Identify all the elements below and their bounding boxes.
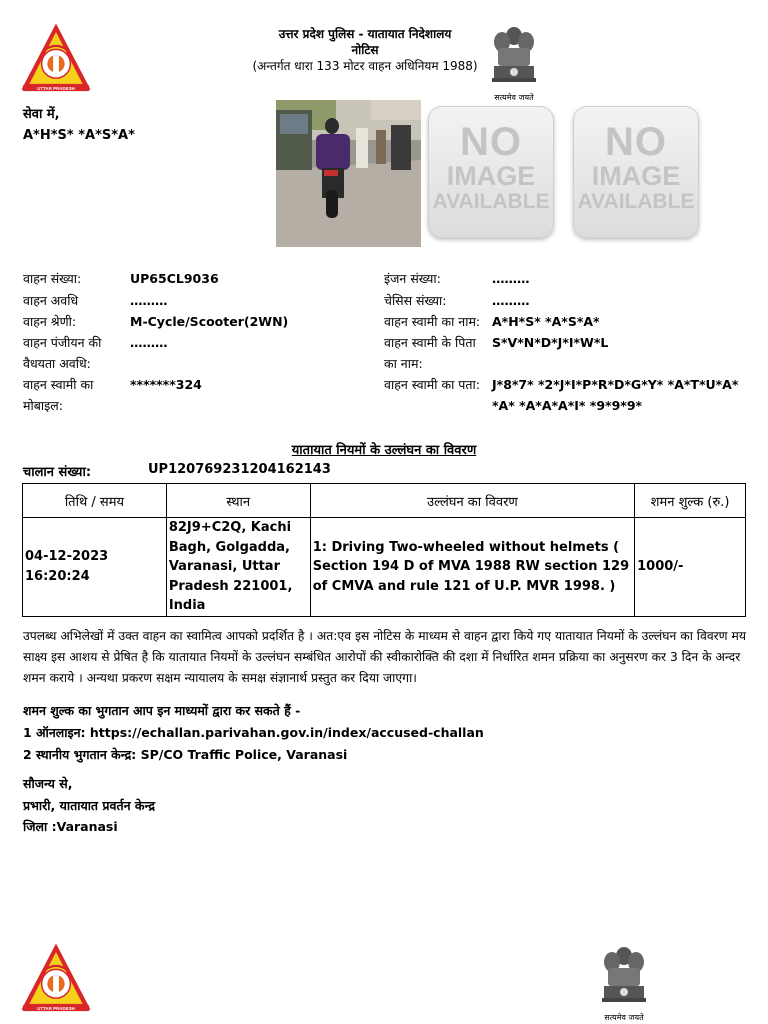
signature-block [23, 773, 155, 838]
payment-online-link[interactable]: 1 ऑनलाइन: https://echallan.parivahan.gov.in/index/accused-challan [23, 725, 484, 740]
street-photo-image [276, 100, 421, 247]
vehicle-number-label: वाहन संख्या: [23, 271, 82, 286]
owner-name-label: वाहन स्वामी का नाम: [384, 314, 481, 329]
owner-address-value: J*8*7* *2*J*I*P*R*D*G*Y* *A*T*U*A* [492, 377, 739, 392]
footer-national-emblem [594, 942, 654, 1023]
violation-place: 82J9+C2Q, Kachi Bagh, Golgadda, Varanasi, Uttar Pradesh 221001, India [166, 518, 310, 617]
logo-bottom-text: UTTAR PRADESH [37, 86, 75, 92]
notice-paragraph: उपलब्ध अभिलेखों में उक्त वाहन का स्वामित्व आपको प्रदर्शित है । अत:एव इस नोटिस के माध्यम से वाहन द्वारा किये गए यातायात नियमों के उल्लंघन का विवरण मय साक्ष्य इस आशय से प्रेषित है कि यातायात नियमों के उल्लंघन सम्बंधित आरोपों की स्वीकारोक्ति की दशा में निर्धारित शमन प्रक्रिया का अनुसरण कर 3 दिन के अन्दर शमन कराये । अन्यथा प्रकरण सक्षम न्यायालय के समक्ष संज्ञानार्थ प्रस्तुत कर दिया जाएगा। [23, 629, 746, 685]
challan-number-value: UP120769231204162143 [148, 462, 331, 477]
owner-father-label: वाहन स्वामी के पिता [384, 335, 476, 350]
evidence-no-image-2: NO IMAGE AVAILABLE [573, 106, 699, 238]
evidence-photo[interactable] [276, 100, 421, 247]
vehicle-period-label: वाहन अवधि [23, 293, 79, 308]
header-fine: शमन शुल्क (रु.) [635, 484, 746, 518]
ashoka-emblem-icon [488, 22, 540, 88]
owner-mobile-label-2: मोबाइल: [23, 398, 63, 413]
emblem-caption: सत्यमेव जयते [494, 93, 534, 102]
registration-validity-value: ……… [130, 335, 168, 350]
registration-validity-label: वाहन पंजीयन की [23, 335, 102, 350]
challan-number-label: चालान संख्या: [23, 465, 92, 480]
violation-section-title: यातायात नियमों के उल्लंघन का विवरण [291, 443, 477, 458]
header-description: उल्लंघन का विवरण [310, 484, 634, 518]
violation-description: 1: Driving Two-wheeled without helmets ( Section 194 D of MVA 1988 RW section 129 of CMVA and rule 121 of U.P. MVR 1998. ) [310, 518, 634, 617]
header-line-1: उत्तर प्रदेश पुलिस - यातायात निदेशालय [278, 27, 452, 41]
chassis-number-value: ……… [492, 293, 530, 308]
payment-local-center: 2 स्थानीय भुगतान केन्द्र: SP/CO Traffic Police, Varanasi [23, 747, 348, 762]
salutation: सेवा में, [23, 107, 60, 122]
vehicle-period-value: ……… [130, 293, 168, 308]
header-datetime: तिथि / समय [23, 484, 167, 518]
owner-name-value: A*H*S* *A*S*A* [492, 314, 600, 329]
header-line-3: (अन्तर्गत धारा 133 मोटर वाहन अधिनियम 1988) [252, 59, 478, 73]
registration-validity-label-2: वैधयता अवधि: [23, 356, 91, 371]
emblem-caption: सत्यमेव जयते [604, 1013, 644, 1022]
violation-table [22, 483, 746, 617]
chassis-number-label: चेसिस संख्या: [384, 293, 447, 308]
owner-mobile-label: वाहन स्वामी का [23, 377, 94, 392]
violation-table-header [23, 484, 746, 518]
owner-address-value-2: *A* *A*A*A*I* *9*9*9* [492, 398, 643, 413]
header-line-2: नोटिस [351, 43, 379, 57]
violation-date: 04-12-2023 [25, 549, 109, 565]
evidence-no-image-1: NO IMAGE AVAILABLE [428, 106, 554, 238]
owner-father-value: S*V*N*D*J*I*W*L [492, 335, 609, 350]
recipient-name: A*H*S* *A*S*A* [23, 128, 135, 143]
vehicle-number-value: UP65CL9036 [130, 271, 219, 286]
recipient-block [23, 104, 135, 146]
traffic-logo-icon [20, 22, 92, 94]
vehicle-category-value: M-Cycle/Scooter(2WN) [130, 314, 289, 329]
owner-mobile-value: *******324 [130, 377, 202, 392]
engine-number-value: ……… [492, 271, 530, 286]
payment-heading: शमन शुल्क का भुगतान आप इन माध्यमों द्वारा कर सकते हैं - [23, 703, 301, 718]
signatory-title: प्रभारी, यातायात प्रवर्तन केन्द्र [23, 797, 155, 813]
violation-fine: 1000/- [635, 518, 746, 617]
owner-father-label-2: का नाम: [384, 356, 423, 371]
violation-time: 16:20:24 [25, 568, 90, 584]
engine-number-label: इंजन संख्या: [384, 271, 441, 286]
traffic-logo-icon [20, 942, 92, 1014]
national-emblem [484, 22, 544, 103]
logo-bottom-text: UTTAR PRADESH [37, 1006, 75, 1012]
traffic-directorate-logo [20, 22, 92, 98]
courtesy-line: सौजन्य से, [23, 776, 73, 791]
header-place: स्थान [166, 484, 310, 518]
violation-datetime [23, 518, 167, 617]
table-row [23, 518, 746, 617]
signatory-district: जिला :Varanasi [23, 819, 118, 834]
ashoka-emblem-icon [598, 942, 650, 1008]
owner-address-label: वाहन स्वामी का पता: [384, 377, 480, 392]
vehicle-category-label: वाहन श्रेणी: [23, 314, 77, 329]
payment-info [23, 700, 484, 766]
footer-traffic-logo [20, 942, 92, 1018]
